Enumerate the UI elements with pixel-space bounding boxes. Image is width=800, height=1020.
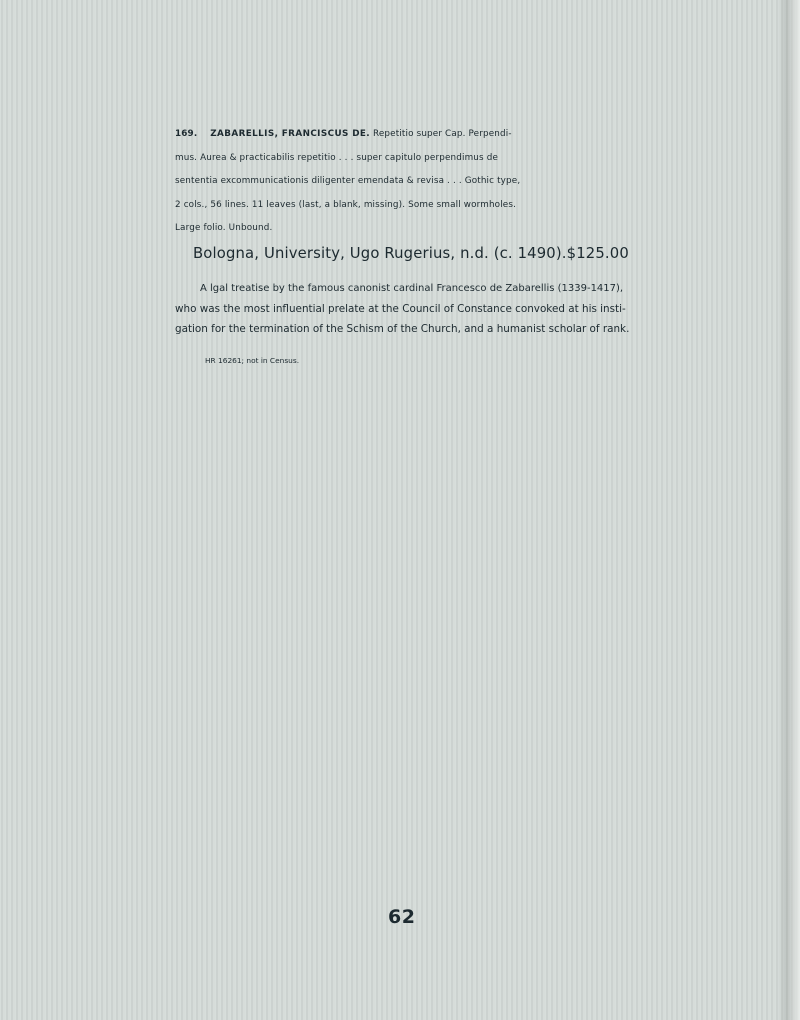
page-edge-shadow (778, 0, 800, 1020)
entry-text-line: Large folio. Unbound. (175, 223, 273, 233)
catalogue-entry (175, 123, 635, 371)
entry-imprint-row (175, 242, 627, 266)
entry-imprint: Bologna, University, Ugo Rugerius, n.d. (c. 1490). (193, 244, 567, 262)
entry-author: ZABARELLIS, FRANCISCUS DE. (210, 129, 371, 139)
entry-reference: HR 16261; not in Census. (205, 356, 300, 365)
page-number: 62 (388, 906, 416, 928)
entry-title-start: Repetitio super Cap. Perpendi- (373, 129, 512, 139)
note-line: A lgal treatise by the famous canonist cardinal Francesco de Zabarellis (1339-1417), (200, 283, 624, 294)
entry-text-line: mus. Aurea & practicabilis repetitio . . . super capitulo perpendimus de (175, 152, 499, 163)
note-line: gation for the termination of the Schism of the Church, and a humanist scholar of rank. (175, 323, 630, 335)
entry-number: 169. (175, 129, 198, 139)
entry-text-line: sententia excommunicationis diligenter emendata & revisa . . . Gothic type, (175, 176, 521, 186)
entry-text-line: 2 cols., 56 lines. 11 leaves (last, a blank, missing). Some small wormholes. (175, 199, 517, 210)
entry-note (175, 279, 630, 339)
entry-price: $125.00 (566, 244, 629, 262)
note-line: who was the most influential prelate at the Council of Constance convoked at his insti- (175, 303, 626, 315)
entry-heading (175, 123, 635, 147)
